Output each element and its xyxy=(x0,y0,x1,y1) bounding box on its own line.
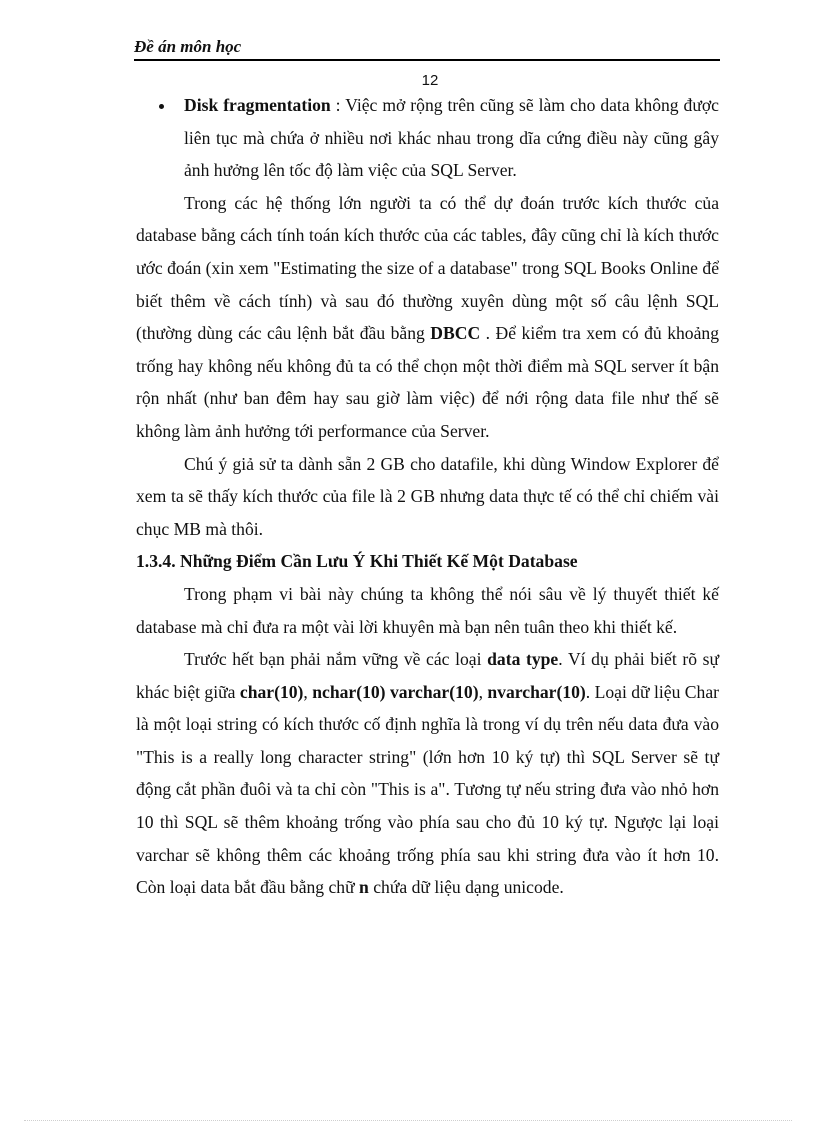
paragraph-text: chứa dữ liệu dạng unicode. xyxy=(368,877,564,898)
bold-term-varchar: varchar(10) xyxy=(389,681,479,702)
paragraph-datafile-note xyxy=(136,448,719,546)
paragraph-text: , xyxy=(478,681,488,702)
bold-term-nvarchar: nvarchar(10) xyxy=(487,681,586,702)
paragraph-text: Chú ý giả sử ta dành sẵn 2 GB cho datafile, khi dùng Window Explorer để xem ta sẽ thấy kích thước của file là 2 GB nhưng data thực tế có thể chỉ chiếm vài chục MB mà thôi. xyxy=(136,453,719,539)
page-number: 12 xyxy=(421,72,439,89)
bullet-dot-icon xyxy=(159,104,164,109)
section-heading: 1.3.4. Những Điểm Cần Lưu Ý Khi Thiết Kế Một Database xyxy=(136,551,578,572)
bullet-text: : Việc mở rộng trên cũng sẽ làm cho data không được liên tục mà chứa ở nhiều nơi khác nhau trong dĩa cứng điều này cũng gây ảnh hưởng lên tốc độ làm việc của SQL Server. xyxy=(184,95,719,181)
bullet-term: Disk fragmentation xyxy=(184,95,331,115)
header-title: Đề án môn học xyxy=(134,37,242,56)
paragraph-text: , xyxy=(303,681,313,702)
bold-term-char: char(10) xyxy=(239,681,304,702)
paragraph-text: Trước hết bạn phải nắm vững về các loại xyxy=(184,649,488,670)
paragraph-text: Trong các hệ thống lớn người ta có thể dự đoán trước kích thước của database bằng cách tính toán kích thước của các tables, đây cũng chỉ là kích thước ước đoán (xin xem "Estimating the size of a database" trong SQL Books Online để biết thêm về cách tính) và sau đó thường xuyên dùng một số câu lệnh SQL (thường dùng các câu lệnh bắt đầu bằng xyxy=(136,192,719,344)
paragraph-text: . Ví dụ phải biết rõ sự khác biệt giữa xyxy=(136,649,720,702)
paragraph-database-size xyxy=(136,187,719,448)
paragraph-data-types xyxy=(136,643,719,904)
paragraph-design-scope xyxy=(136,578,719,643)
footer-divider xyxy=(24,1120,792,1121)
bold-term-data-type: data type xyxy=(487,649,559,670)
document-body xyxy=(136,89,719,904)
paragraph-text: Trong phạm vi bài này chúng ta không thể nói sâu về lý thuyết thiết kế database mà chỉ đưa ra một vài lời khuyên mà bạn nên tuân theo khi thiết kế. xyxy=(136,583,719,637)
bold-term-nchar: nchar(10) xyxy=(312,681,386,702)
page-header xyxy=(134,36,720,61)
paragraph-text: . Loại dữ liệu Char là một loại string có kích thước cố định nghĩa là trong ví dụ trên nếu data đưa vào "This is a really long character string" (lớn hơn 10 ký tự) thì SQL Server sẽ tự động cắt phần đuôi và ta chỉ còn "This is a". Tương tự nếu string đưa vào nhỏ hơn 10 thì SQL sẽ thêm khoảng trống vào phía sau cho đủ 10 ký tự. Ngược lại loại varchar sẽ không thêm các khoảng trống phía sau khi string đưa vào ít hơn 10. Còn loại data bắt đầu bằng chữ xyxy=(136,681,720,898)
bullet-item-disk-fragmentation xyxy=(136,89,719,187)
paragraph-text: . Để kiểm tra xem có đủ khoảng trống hay không nếu không đủ ta có thể chọn một thời điểm mà SQL server ít bận rộn nhất (như ban đêm hay sau giờ làm việc) để nới rộng data file như thế sẽ không làm ảnh hưởng tới performance của Server. xyxy=(136,323,719,441)
bold-term-n: n xyxy=(359,877,369,898)
bold-term-dbcc: DBCC xyxy=(430,323,481,344)
